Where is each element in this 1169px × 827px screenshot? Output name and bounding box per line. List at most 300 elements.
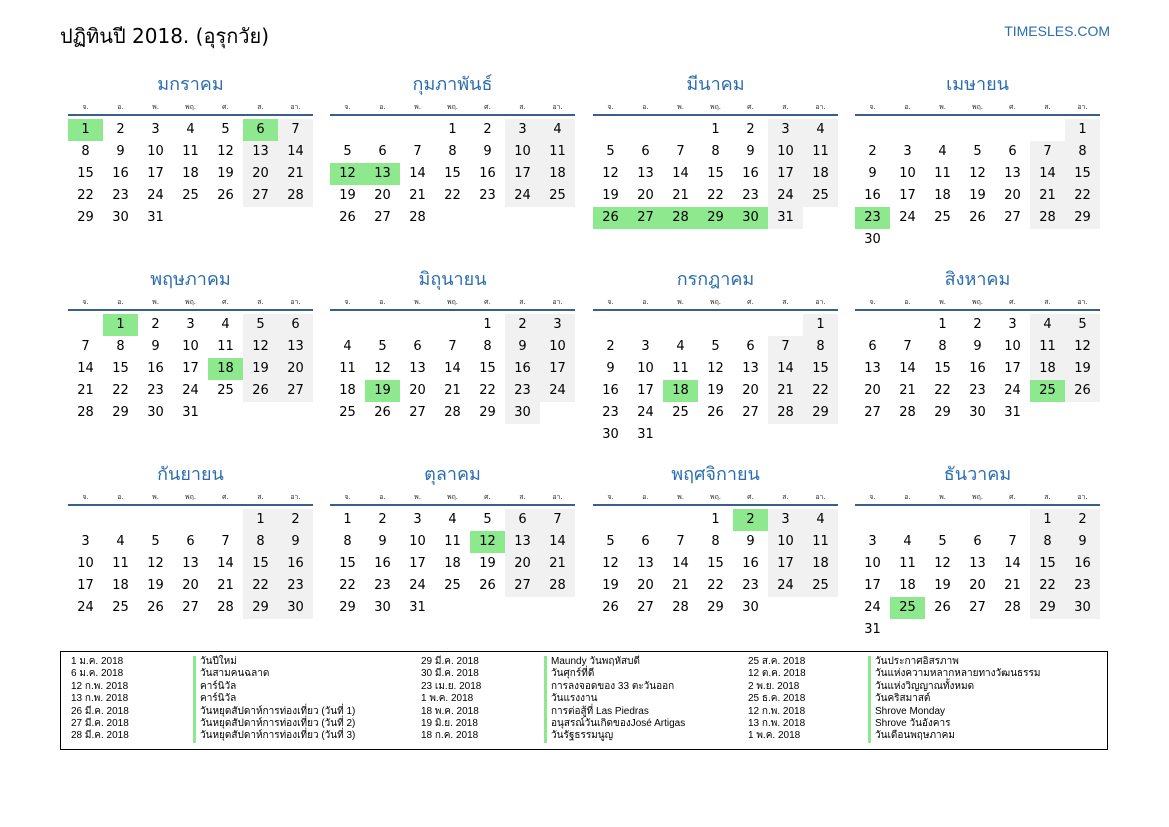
day-cell: 13: [969, 556, 986, 571]
day-cell: 12: [707, 361, 724, 376]
day-cell: 9: [378, 534, 387, 549]
day-cell: 24: [637, 405, 654, 420]
legend-holiday: การลงจอดของ 33 ตะวันออก: [551, 680, 675, 692]
legend-holiday: วันหยุดสัปดาห์การท่องเที่ยว (วันที่ 1): [200, 705, 356, 717]
weekday-header: [593, 295, 838, 311]
weekday-label: อา.: [815, 493, 826, 501]
day-cell: 17: [147, 166, 164, 181]
weekday-header: [68, 100, 313, 116]
day-cell: 21: [899, 383, 916, 398]
weekday-label: อ.: [379, 103, 386, 111]
day-cell: 7: [768, 336, 803, 358]
day-cell: 19: [602, 188, 619, 203]
day-cell: 25: [803, 575, 838, 597]
holiday-day-cell: 25: [890, 597, 925, 619]
day-cell: 25: [672, 405, 689, 420]
day-cell: 17: [540, 358, 575, 380]
day-cell: 12: [969, 166, 986, 181]
weekday-label: จ.: [344, 103, 351, 111]
day-cell: 25: [803, 185, 838, 207]
weekday-label: ศ.: [747, 493, 754, 501]
day-cell: 25: [112, 600, 129, 615]
day-cell: 14: [444, 361, 461, 376]
weekday-label: ส.: [519, 298, 526, 306]
day-cell: 11: [672, 361, 689, 376]
weekday-label: จ.: [607, 493, 614, 501]
holiday-day-cell: 25: [1030, 380, 1065, 402]
legend-date: 27 มี.ค. 2018: [71, 718, 129, 730]
day-cell: 30: [742, 600, 759, 615]
legend-holiday: วันแห่งความหลากหลายทางวัฒนธรรม: [875, 668, 1041, 680]
day-cell: 16: [864, 188, 881, 203]
legend-date: 18 พ.ค. 2018: [421, 705, 479, 717]
month-calendar: [593, 265, 838, 446]
day-cell: 4: [186, 122, 195, 137]
day-cell: 5: [938, 534, 947, 549]
day-cell: 26: [1065, 380, 1100, 402]
weekday-label: อา.: [815, 103, 826, 111]
day-cell: 13: [182, 556, 199, 571]
day-cell: 28: [1004, 600, 1021, 615]
day-cell: 20: [637, 578, 654, 593]
day-cell: 22: [444, 188, 461, 203]
legend-date: 1 ม.ค. 2018: [71, 656, 124, 667]
day-grid: [330, 314, 575, 424]
holiday-day-cell: 18: [208, 358, 243, 380]
legend-date: 12 ก.พ. 2018: [71, 680, 129, 692]
day-cell: 23: [147, 383, 164, 398]
legend-names-1: [193, 656, 355, 743]
day-cell: 31: [637, 427, 654, 442]
day-cell: 10: [77, 556, 94, 571]
day-cell: 9: [746, 534, 755, 549]
day-cell: 17: [768, 553, 803, 575]
day-cell: 11: [803, 141, 838, 163]
day-cell: 17: [768, 163, 803, 185]
weekday-label: ส.: [1044, 103, 1051, 111]
weekday-header: [68, 295, 313, 311]
day-cell: 14: [409, 166, 426, 181]
day-cell: 31: [864, 622, 881, 637]
day-cell: 11: [803, 531, 838, 553]
legend-dates-3: [748, 656, 806, 743]
weekday-label: พฤ.: [971, 103, 984, 111]
day-cell: 1: [1065, 119, 1100, 141]
day-cell: 26: [339, 210, 356, 225]
day-cell: 7: [81, 339, 90, 354]
legend-date: 30 มี.ค. 2018: [421, 668, 479, 680]
day-cell: 20: [637, 188, 654, 203]
holiday-day-cell: 18: [663, 380, 698, 402]
day-cell: 5: [343, 144, 352, 159]
holiday-day-cell: 12: [470, 531, 505, 553]
weekday-label: อ.: [904, 298, 911, 306]
month-name: พฤษภาคม: [150, 269, 231, 290]
legend-date: 1 พ.ค. 2018: [748, 730, 801, 742]
day-cell: 23: [742, 578, 759, 593]
day-cell: 27: [182, 600, 199, 615]
day-cell: 17: [637, 383, 654, 398]
month-name: กันยายน: [157, 464, 224, 485]
day-cell: 3: [1008, 317, 1017, 332]
day-cell: 27: [969, 600, 986, 615]
day-cell: 14: [77, 361, 94, 376]
day-cell: 11: [540, 141, 575, 163]
day-cell: 20: [864, 383, 881, 398]
day-cell: 24: [147, 188, 164, 203]
empty-cell: [855, 314, 890, 336]
day-cell: 10: [505, 141, 540, 163]
month-calendar: [330, 265, 575, 424]
legend-holiday: คาร์นิวัล: [200, 680, 237, 692]
day-cell: 10: [540, 336, 575, 358]
day-cell: 24: [505, 185, 540, 207]
weekday-label: ศ.: [484, 493, 491, 501]
legend-holiday: วันแห่งวิญญาณทั้งหมด: [875, 680, 975, 692]
day-cell: 1: [483, 317, 492, 332]
day-cell: 30: [864, 232, 881, 247]
day-cell: 22: [479, 383, 496, 398]
weekday-label: พ.: [677, 493, 684, 501]
day-cell: 19: [339, 188, 356, 203]
day-cell: 27: [409, 405, 426, 420]
day-cell: 1: [711, 122, 720, 137]
weekday-label: อ.: [642, 298, 649, 306]
day-cell: 16: [969, 361, 986, 376]
day-cell: 2: [278, 509, 313, 531]
day-cell: 29: [803, 402, 838, 424]
empty-cell: [628, 314, 663, 336]
day-cell: 23: [278, 575, 313, 597]
holiday-day-cell: 12: [330, 163, 365, 185]
day-cell: 26: [217, 188, 234, 203]
legend-holiday: Shrove วันอังคาร: [875, 718, 951, 730]
day-cell: 22: [1065, 185, 1100, 207]
weekday-header: [855, 295, 1100, 311]
day-cell: 2: [973, 317, 982, 332]
holiday-day-cell: 6: [243, 119, 278, 141]
empty-cell: [593, 314, 628, 336]
empty-cell: [1030, 119, 1065, 141]
empty-cell: [995, 509, 1030, 531]
weekday-label: อ.: [117, 493, 124, 501]
day-cell: 15: [707, 166, 724, 181]
day-cell: 7: [221, 534, 230, 549]
day-cell: 10: [1004, 339, 1021, 354]
weekday-label: ศ.: [1009, 298, 1016, 306]
day-cell: 10: [409, 534, 426, 549]
legend-date: 1 พ.ค. 2018: [421, 693, 474, 705]
day-cell: 10: [182, 339, 199, 354]
weekday-label: อ.: [117, 103, 124, 111]
legend-date: 12 ก.พ. 2018: [748, 705, 806, 717]
day-cell: 14: [1030, 163, 1065, 185]
day-cell: 3: [768, 509, 803, 531]
day-cell: 9: [505, 336, 540, 358]
weekday-label: จ.: [869, 103, 876, 111]
day-cell: 27: [742, 405, 759, 420]
weekday-header: [330, 295, 575, 311]
empty-cell: [330, 119, 365, 141]
weekday-label: จ.: [869, 493, 876, 501]
weekday-label: อา.: [290, 103, 301, 111]
weekday-label: ศ.: [484, 298, 491, 306]
legend-date: 29 มี.ค. 2018: [421, 656, 479, 667]
day-cell: 3: [186, 317, 195, 332]
day-cell: 12: [243, 336, 278, 358]
day-cell: 11: [934, 166, 951, 181]
day-cell: 13: [1004, 166, 1021, 181]
day-cell: 29: [707, 600, 724, 615]
weekday-header: [855, 100, 1100, 116]
day-cell: 17: [1004, 361, 1021, 376]
weekday-label: จ.: [82, 298, 89, 306]
legend-holiday: วันสามคนฉลาด: [200, 668, 270, 680]
weekday-label: ศ.: [747, 298, 754, 306]
day-cell: 16: [1065, 553, 1100, 575]
day-cell: 8: [1065, 141, 1100, 163]
day-cell: 11: [217, 339, 234, 354]
weekday-label: จ.: [869, 298, 876, 306]
day-cell: 6: [505, 509, 540, 531]
weekday-label: ส.: [782, 103, 789, 111]
weekday-label: จ.: [344, 493, 351, 501]
day-cell: 7: [413, 144, 422, 159]
weekday-label: พฤ.: [709, 493, 722, 501]
weekday-label: อ.: [904, 103, 911, 111]
day-grid: [593, 314, 838, 446]
day-cell: 15: [112, 361, 129, 376]
day-cell: 12: [602, 556, 619, 571]
weekday-label: พฤ.: [446, 493, 459, 501]
weekday-label: ส.: [782, 298, 789, 306]
day-cell: 4: [221, 317, 230, 332]
weekday-header: [593, 100, 838, 116]
legend-holiday: วันหยุดสัปดาห์การท่องเที่ยว (วันที่ 3): [200, 730, 356, 742]
holiday-day-cell: 27: [628, 207, 663, 229]
day-cell: 3: [540, 314, 575, 336]
weekday-label: พ.: [152, 493, 159, 501]
weekday-label: พฤ.: [184, 298, 197, 306]
day-cell: 3: [768, 119, 803, 141]
day-cell: 8: [1030, 531, 1065, 553]
day-cell: 30: [602, 427, 619, 442]
day-cell: 20: [278, 358, 313, 380]
month-calendar: [593, 70, 838, 229]
day-cell: 19: [479, 556, 496, 571]
weekday-label: ศ.: [747, 103, 754, 111]
weekday-label: ส.: [257, 493, 264, 501]
day-cell: 9: [116, 144, 125, 159]
day-cell: 27: [505, 575, 540, 597]
day-cell: 22: [339, 578, 356, 593]
weekday-header: [593, 490, 838, 506]
day-cell: 24: [864, 600, 881, 615]
day-cell: 6: [413, 339, 422, 354]
holiday-day-cell: 28: [663, 207, 698, 229]
day-cell: 4: [938, 144, 947, 159]
holiday-day-cell: 2: [733, 509, 768, 531]
weekday-label: จ.: [607, 103, 614, 111]
weekday-label: พ.: [152, 103, 159, 111]
weekday-label: อา.: [290, 493, 301, 501]
legend-date: 25 ส.ค. 2018: [748, 656, 806, 667]
day-cell: 15: [1065, 163, 1100, 185]
day-cell: 29: [243, 597, 278, 619]
day-cell: 30: [969, 405, 986, 420]
day-cell: 12: [934, 556, 951, 571]
day-cell: 8: [116, 339, 125, 354]
day-grid: [330, 119, 575, 229]
day-cell: 24: [768, 185, 803, 207]
weekday-header: [330, 490, 575, 506]
empty-cell: [400, 119, 435, 141]
legend-date: 13 ก.พ. 2018: [748, 718, 806, 730]
day-cell: 26: [374, 405, 391, 420]
day-cell: 24: [182, 383, 199, 398]
weekday-label: ส.: [257, 103, 264, 111]
holiday-day-cell: 30: [733, 207, 768, 229]
day-cell: 28: [77, 405, 94, 420]
day-cell: 5: [483, 512, 492, 527]
weekday-label: ส.: [257, 298, 264, 306]
weekday-label: ศ.: [1009, 103, 1016, 111]
day-cell: 13: [864, 361, 881, 376]
empty-cell: [663, 314, 698, 336]
day-cell: 1: [1030, 509, 1065, 531]
month-calendar: [68, 460, 313, 619]
empty-cell: [365, 119, 400, 141]
day-cell: 26: [147, 600, 164, 615]
weekday-label: พฤ.: [971, 493, 984, 501]
weekday-label: พฤ.: [184, 103, 197, 111]
weekday-label: อ.: [379, 493, 386, 501]
day-cell: 1: [448, 122, 457, 137]
legend-dates-2: [421, 656, 481, 743]
day-cell: 16: [278, 553, 313, 575]
day-cell: 6: [641, 144, 650, 159]
day-cell: 18: [803, 163, 838, 185]
day-cell: 2: [1065, 509, 1100, 531]
empty-cell: [68, 314, 103, 336]
day-cell: 20: [505, 553, 540, 575]
day-cell: 20: [182, 578, 199, 593]
day-cell: 28: [217, 600, 234, 615]
empty-cell: [103, 509, 138, 531]
day-cell: 17: [899, 188, 916, 203]
day-cell: 21: [672, 578, 689, 593]
day-cell: 11: [112, 556, 129, 571]
day-grid: [855, 509, 1100, 641]
day-cell: 15: [243, 553, 278, 575]
day-cell: 29: [934, 405, 951, 420]
weekday-header: [855, 490, 1100, 506]
day-cell: 27: [278, 380, 313, 402]
empty-cell: [925, 509, 960, 531]
legend-date: 13 ก.พ. 2018: [71, 693, 129, 705]
day-cell: 7: [1030, 141, 1065, 163]
weekday-label: ศ.: [222, 298, 229, 306]
day-cell: 25: [444, 578, 461, 593]
month-name: กรกฎาคม: [676, 269, 755, 290]
day-cell: 19: [969, 188, 986, 203]
day-cell: 23: [374, 578, 391, 593]
day-cell: 9: [973, 339, 982, 354]
day-cell: 16: [112, 166, 129, 181]
day-cell: 7: [1008, 534, 1017, 549]
month-name: เมษายน: [946, 74, 1009, 95]
day-cell: 15: [707, 556, 724, 571]
day-cell: 20: [1004, 188, 1021, 203]
weekday-label: อา.: [290, 298, 301, 306]
legend-names-3: [868, 656, 1040, 743]
empty-cell: [173, 509, 208, 531]
day-cell: 2: [378, 512, 387, 527]
day-cell: 11: [899, 556, 916, 571]
day-cell: 1: [343, 512, 352, 527]
weekday-label: จ.: [82, 493, 89, 501]
day-cell: 7: [903, 339, 912, 354]
weekday-label: พฤ.: [971, 298, 984, 306]
day-cell: 27: [637, 600, 654, 615]
day-cell: 9: [746, 144, 755, 159]
month-calendar: [68, 70, 313, 229]
day-cell: 17: [182, 361, 199, 376]
day-cell: 8: [243, 531, 278, 553]
legend-date: 18 ก.ค. 2018: [421, 730, 479, 742]
empty-cell: [890, 509, 925, 531]
empty-cell: [365, 314, 400, 336]
legend-holiday: วันเดือนพฤษภาคม: [875, 730, 955, 742]
day-cell: 4: [903, 534, 912, 549]
day-cell: 9: [1065, 531, 1100, 553]
day-cell: 26: [934, 600, 951, 615]
legend-holiday: การต่อสู้ที่ Las Piedras: [551, 705, 649, 717]
legend-date: 6 ม.ค. 2018: [71, 668, 124, 680]
day-cell: 28: [1030, 207, 1065, 229]
day-cell: 16: [374, 556, 391, 571]
day-cell: 12: [217, 144, 234, 159]
day-cell: 2: [116, 122, 125, 137]
day-cell: 29: [1065, 207, 1100, 229]
day-cell: 23: [602, 405, 619, 420]
day-cell: 2: [505, 314, 540, 336]
day-cell: 5: [151, 534, 160, 549]
empty-cell: [628, 119, 663, 141]
day-cell: 13: [742, 361, 759, 376]
day-cell: 21: [77, 383, 94, 398]
day-cell: 22: [112, 383, 129, 398]
day-cell: 6: [378, 144, 387, 159]
day-cell: 3: [903, 144, 912, 159]
month-calendar: [330, 460, 575, 619]
weekday-label: อ.: [642, 493, 649, 501]
day-cell: 22: [707, 578, 724, 593]
day-cell: 21: [278, 163, 313, 185]
day-cell: 10: [768, 531, 803, 553]
day-cell: 15: [803, 358, 838, 380]
weekday-header: [330, 100, 575, 116]
day-cell: 28: [899, 405, 916, 420]
day-cell: 3: [151, 122, 160, 137]
day-cell: 7: [676, 534, 685, 549]
weekday-label: อา.: [1077, 298, 1088, 306]
weekday-label: ศ.: [222, 103, 229, 111]
day-cell: 4: [116, 534, 125, 549]
day-cell: 22: [1030, 575, 1065, 597]
site-link[interactable]: TIMESLES.COM: [1004, 23, 1110, 39]
day-cell: 5: [1065, 314, 1100, 336]
